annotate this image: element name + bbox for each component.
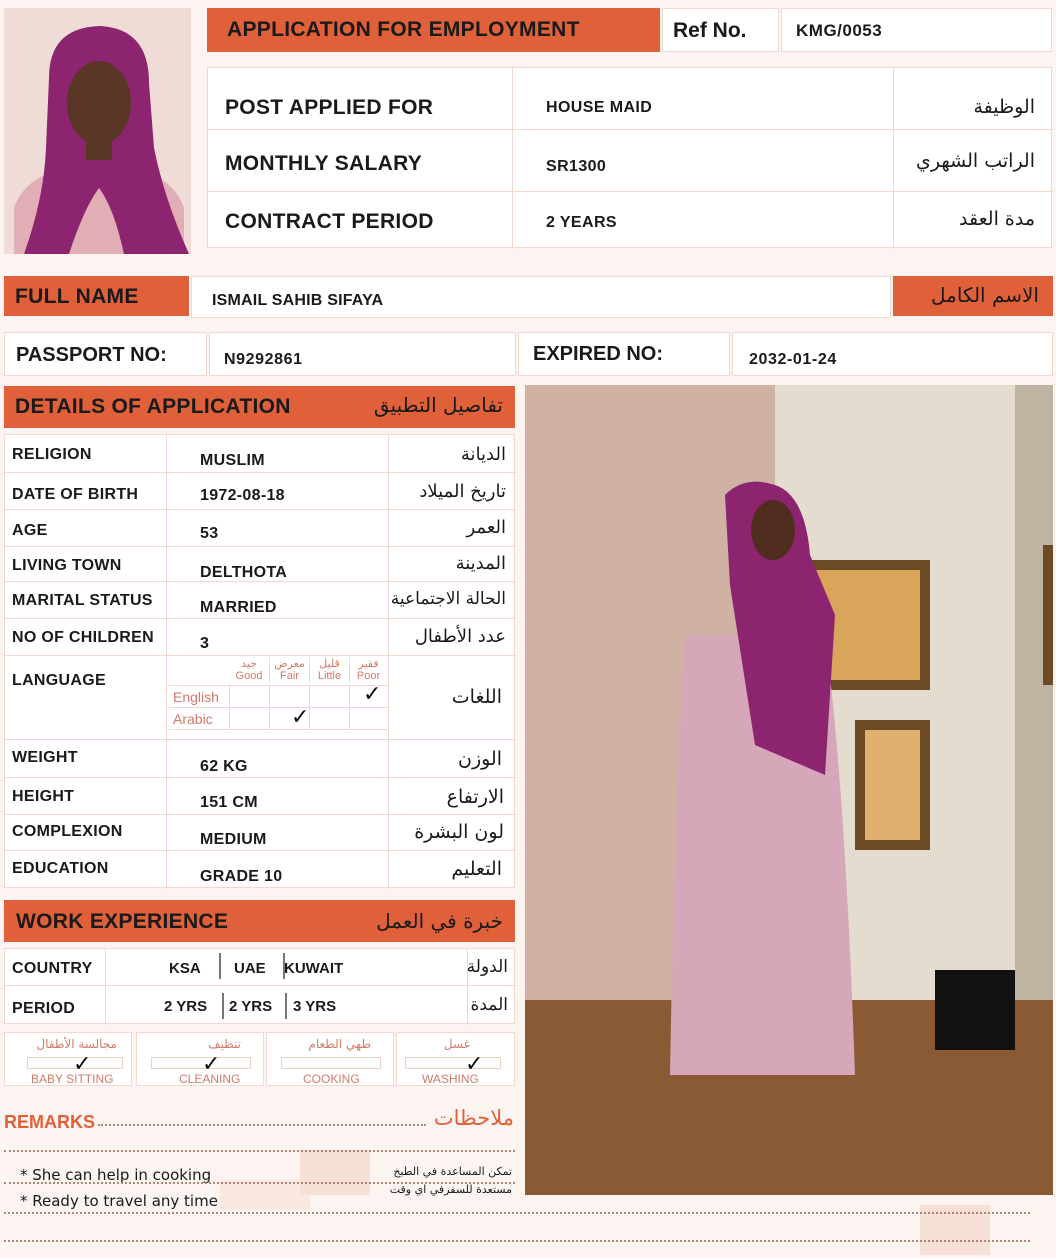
contract-label-ar: مدة العقد — [959, 208, 1035, 230]
language-grid-line — [349, 685, 350, 729]
skill-box — [266, 1032, 394, 1086]
detail-label-ar: عدد الأطفال — [414, 626, 506, 647]
value-divider — [222, 993, 224, 1019]
remark-line: * Ready to travel any time — [20, 1192, 218, 1210]
application-title: APPLICATION FOR EMPLOYMENT — [227, 18, 580, 41]
detail-label: EDUCATION — [12, 860, 109, 877]
remarks-dotted-line — [4, 1240, 1030, 1242]
remark-line-ar: مستعدة للسفرفي اي وقت — [389, 1183, 512, 1196]
post-label: POST APPLIED FOR — [225, 96, 434, 119]
country-value: UAE — [234, 960, 266, 977]
full-name-ar-cell — [893, 276, 1053, 316]
language-label: LANGUAGE — [12, 672, 106, 689]
details-title: DETAILS OF APPLICATION — [15, 395, 291, 418]
skill-label-ar: مجالسة الأطفال — [36, 1037, 117, 1051]
row-divider — [5, 985, 516, 986]
remark-line-ar: تمكن المساعدة في الطبخ — [393, 1165, 512, 1178]
passport-photo — [4, 8, 191, 254]
detail-row — [5, 510, 516, 547]
detail-value: MARRIED — [200, 599, 277, 616]
ref-value-cell — [781, 8, 1052, 52]
detail-value: 3 — [200, 635, 210, 652]
expiry-value-cell — [732, 332, 1053, 376]
detail-label-ar: الارتفاع — [446, 786, 504, 808]
skill-label: CLEANING — [179, 1072, 241, 1086]
column-divider — [893, 68, 894, 249]
skill-checkbox — [405, 1057, 501, 1069]
detail-value: 62 KG — [200, 758, 248, 775]
level-header — [269, 657, 309, 683]
skill-box — [396, 1032, 515, 1086]
washing-check-icon: ✓ — [465, 1051, 484, 1076]
detail-row — [5, 740, 516, 778]
full-body-photo — [525, 385, 1053, 1195]
detail-label: HEIGHT — [12, 788, 75, 805]
period-value: 3 YRS — [293, 998, 337, 1015]
detail-label: LIVING TOWN — [12, 557, 122, 574]
detail-value: 53 — [200, 525, 219, 542]
english-poor-check-icon: ✓ — [363, 681, 382, 706]
work-title: WORK EXPERIENCE — [16, 910, 229, 933]
detail-label-ar: العمر — [466, 517, 506, 538]
skill-label: COOKING — [303, 1072, 360, 1086]
detail-label: MARITAL STATUS — [12, 592, 153, 609]
detail-label: AGE — [12, 522, 48, 539]
post-info-table — [207, 67, 1052, 248]
full-name-label-cell — [4, 276, 189, 316]
column-divider — [105, 949, 106, 1025]
header-title-bar — [207, 8, 660, 52]
remarks-label: REMARKS — [4, 1112, 96, 1132]
salary-value: SR1300 — [546, 158, 607, 175]
skill-label: WASHING — [422, 1072, 479, 1086]
detail-row — [5, 435, 516, 473]
decor-square — [300, 1150, 370, 1195]
detail-label: RELIGION — [12, 446, 92, 463]
detail-label-ar: التعليم — [451, 858, 502, 880]
skill-label-ar: غسل — [443, 1037, 470, 1051]
full-body-image — [525, 385, 1053, 1195]
babysitting-check-icon: ✓ — [73, 1051, 92, 1076]
language-grid-line — [169, 729, 388, 730]
skill-box — [4, 1032, 132, 1086]
country-label-ar: الدولة — [466, 957, 508, 977]
skill-label-ar: تنظيف — [208, 1037, 241, 1051]
value-divider — [285, 993, 287, 1019]
full-name-label: FULL NAME — [15, 285, 139, 308]
language-row — [5, 656, 516, 740]
detail-label: WEIGHT — [12, 749, 78, 766]
ref-label-cell — [662, 8, 779, 52]
language-grid-line — [229, 685, 230, 729]
contract-label: CONTRACT PERIOD — [225, 210, 434, 233]
detail-label: COMPLEXION — [12, 823, 123, 840]
passport-value-cell — [209, 332, 516, 376]
detail-label-ar: الديانة — [460, 444, 506, 465]
language-grid-line — [269, 685, 270, 729]
detail-row — [5, 778, 516, 815]
work-header — [4, 900, 515, 942]
country-label: COUNTRY — [12, 960, 93, 977]
detail-label-ar: لون البشرة — [414, 821, 504, 843]
language-name: Arabic — [173, 711, 213, 727]
detail-label-ar: الوزن — [457, 748, 502, 770]
arabic-little-check-icon: ✓ — [291, 704, 310, 729]
details-title-ar: تفاصيل التطبيق — [373, 393, 503, 417]
remarks-dotted-line — [4, 1212, 1030, 1214]
cleaning-check-icon: ✓ — [202, 1051, 221, 1076]
contract-row — [208, 192, 1053, 249]
period-value: 2 YRS — [229, 998, 273, 1015]
language-label-ar: اللغات — [451, 686, 502, 708]
detail-label-ar: تاريخ الميلاد — [419, 481, 506, 502]
detail-value: MUSLIM — [200, 452, 265, 469]
skill-checkbox — [281, 1057, 381, 1069]
details-table — [4, 434, 515, 888]
passport-label: PASSPORT NO: — [16, 344, 167, 366]
level-en: Poor — [356, 670, 381, 682]
detail-label-ar: الحالة الاجتماعية — [390, 589, 506, 609]
level-header — [229, 657, 269, 683]
remarks-dotted-line — [98, 1124, 426, 1126]
skill-label: BABY SITTING — [31, 1072, 114, 1086]
post-value: HOUSE MAID — [546, 99, 653, 116]
level-ar: جيد — [241, 657, 257, 670]
post-label-ar: الوظيفة — [973, 96, 1035, 118]
language-grid-line — [169, 707, 388, 708]
period-value: 2 YRS — [164, 998, 208, 1015]
column-divider — [512, 68, 513, 249]
level-header — [349, 657, 387, 683]
post-row — [208, 68, 1053, 130]
skill-label-ar: طهي الطعام — [308, 1037, 371, 1051]
detail-value: 151 CM — [200, 794, 258, 811]
detail-row — [5, 619, 516, 656]
expiry-label-cell — [518, 332, 730, 376]
salary-label: MONTHLY SALARY — [225, 152, 423, 175]
period-label-ar: المدة — [470, 995, 508, 1015]
decor-square — [220, 1180, 310, 1210]
skill-checkbox — [151, 1057, 251, 1069]
expiry-label: EXPIRED NO: — [533, 343, 664, 365]
detail-value: GRADE 10 — [200, 868, 283, 885]
detail-value: 1972-08-18 — [200, 487, 285, 504]
level-header — [309, 657, 349, 683]
remarks-dotted-line — [4, 1150, 515, 1152]
level-en: Good — [235, 670, 263, 682]
salary-row — [208, 130, 1053, 192]
detail-label: DATE OF BIRTH — [12, 486, 139, 503]
portrait-image — [4, 8, 191, 254]
detail-value: MEDIUM — [200, 831, 267, 848]
ref-value: KMG/0053 — [796, 21, 883, 40]
level-ar: قليل — [319, 657, 340, 670]
level-en: Fair — [280, 670, 299, 682]
work-table — [4, 948, 515, 1024]
detail-row — [5, 851, 516, 889]
ref-label: Ref No. — [673, 19, 747, 42]
language-grid-line — [169, 685, 388, 686]
detail-row — [5, 547, 516, 582]
passport-value: N9292861 — [224, 351, 303, 368]
full-name-value-cell — [191, 276, 891, 318]
passport-label-cell — [4, 332, 207, 376]
full-name-label-ar: الاسم الكامل — [930, 283, 1039, 307]
remark-line: * She can help in cooking — [20, 1166, 212, 1184]
language-name: English — [173, 689, 219, 705]
country-value: KUWAIT — [284, 960, 344, 977]
level-en: Little — [317, 670, 342, 682]
level-ar: معرض — [274, 657, 305, 670]
detail-label: NO OF CHILDREN — [12, 629, 154, 646]
level-ar: فقير — [358, 657, 379, 670]
detail-row — [5, 815, 516, 851]
detail-label-ar: المدينة — [455, 553, 506, 574]
work-title-ar: خبرة في العمل — [376, 909, 503, 933]
detail-row — [5, 473, 516, 510]
full-name-value: ISMAIL SAHIB SIFAYA — [212, 292, 384, 309]
expiry-value: 2032-01-24 — [749, 351, 837, 368]
detail-value: DELTHOTA — [200, 564, 288, 581]
remarks-label-ar: ملاحظات — [433, 1106, 514, 1130]
value-divider — [219, 953, 221, 979]
contract-value: 2 YEARS — [546, 214, 617, 231]
details-header — [4, 386, 515, 428]
skill-box — [136, 1032, 264, 1086]
detail-row — [5, 582, 516, 619]
salary-label-ar: الراتب الشهري — [916, 150, 1035, 172]
period-label: PERIOD — [12, 1000, 76, 1017]
country-value: KSA — [169, 960, 201, 977]
